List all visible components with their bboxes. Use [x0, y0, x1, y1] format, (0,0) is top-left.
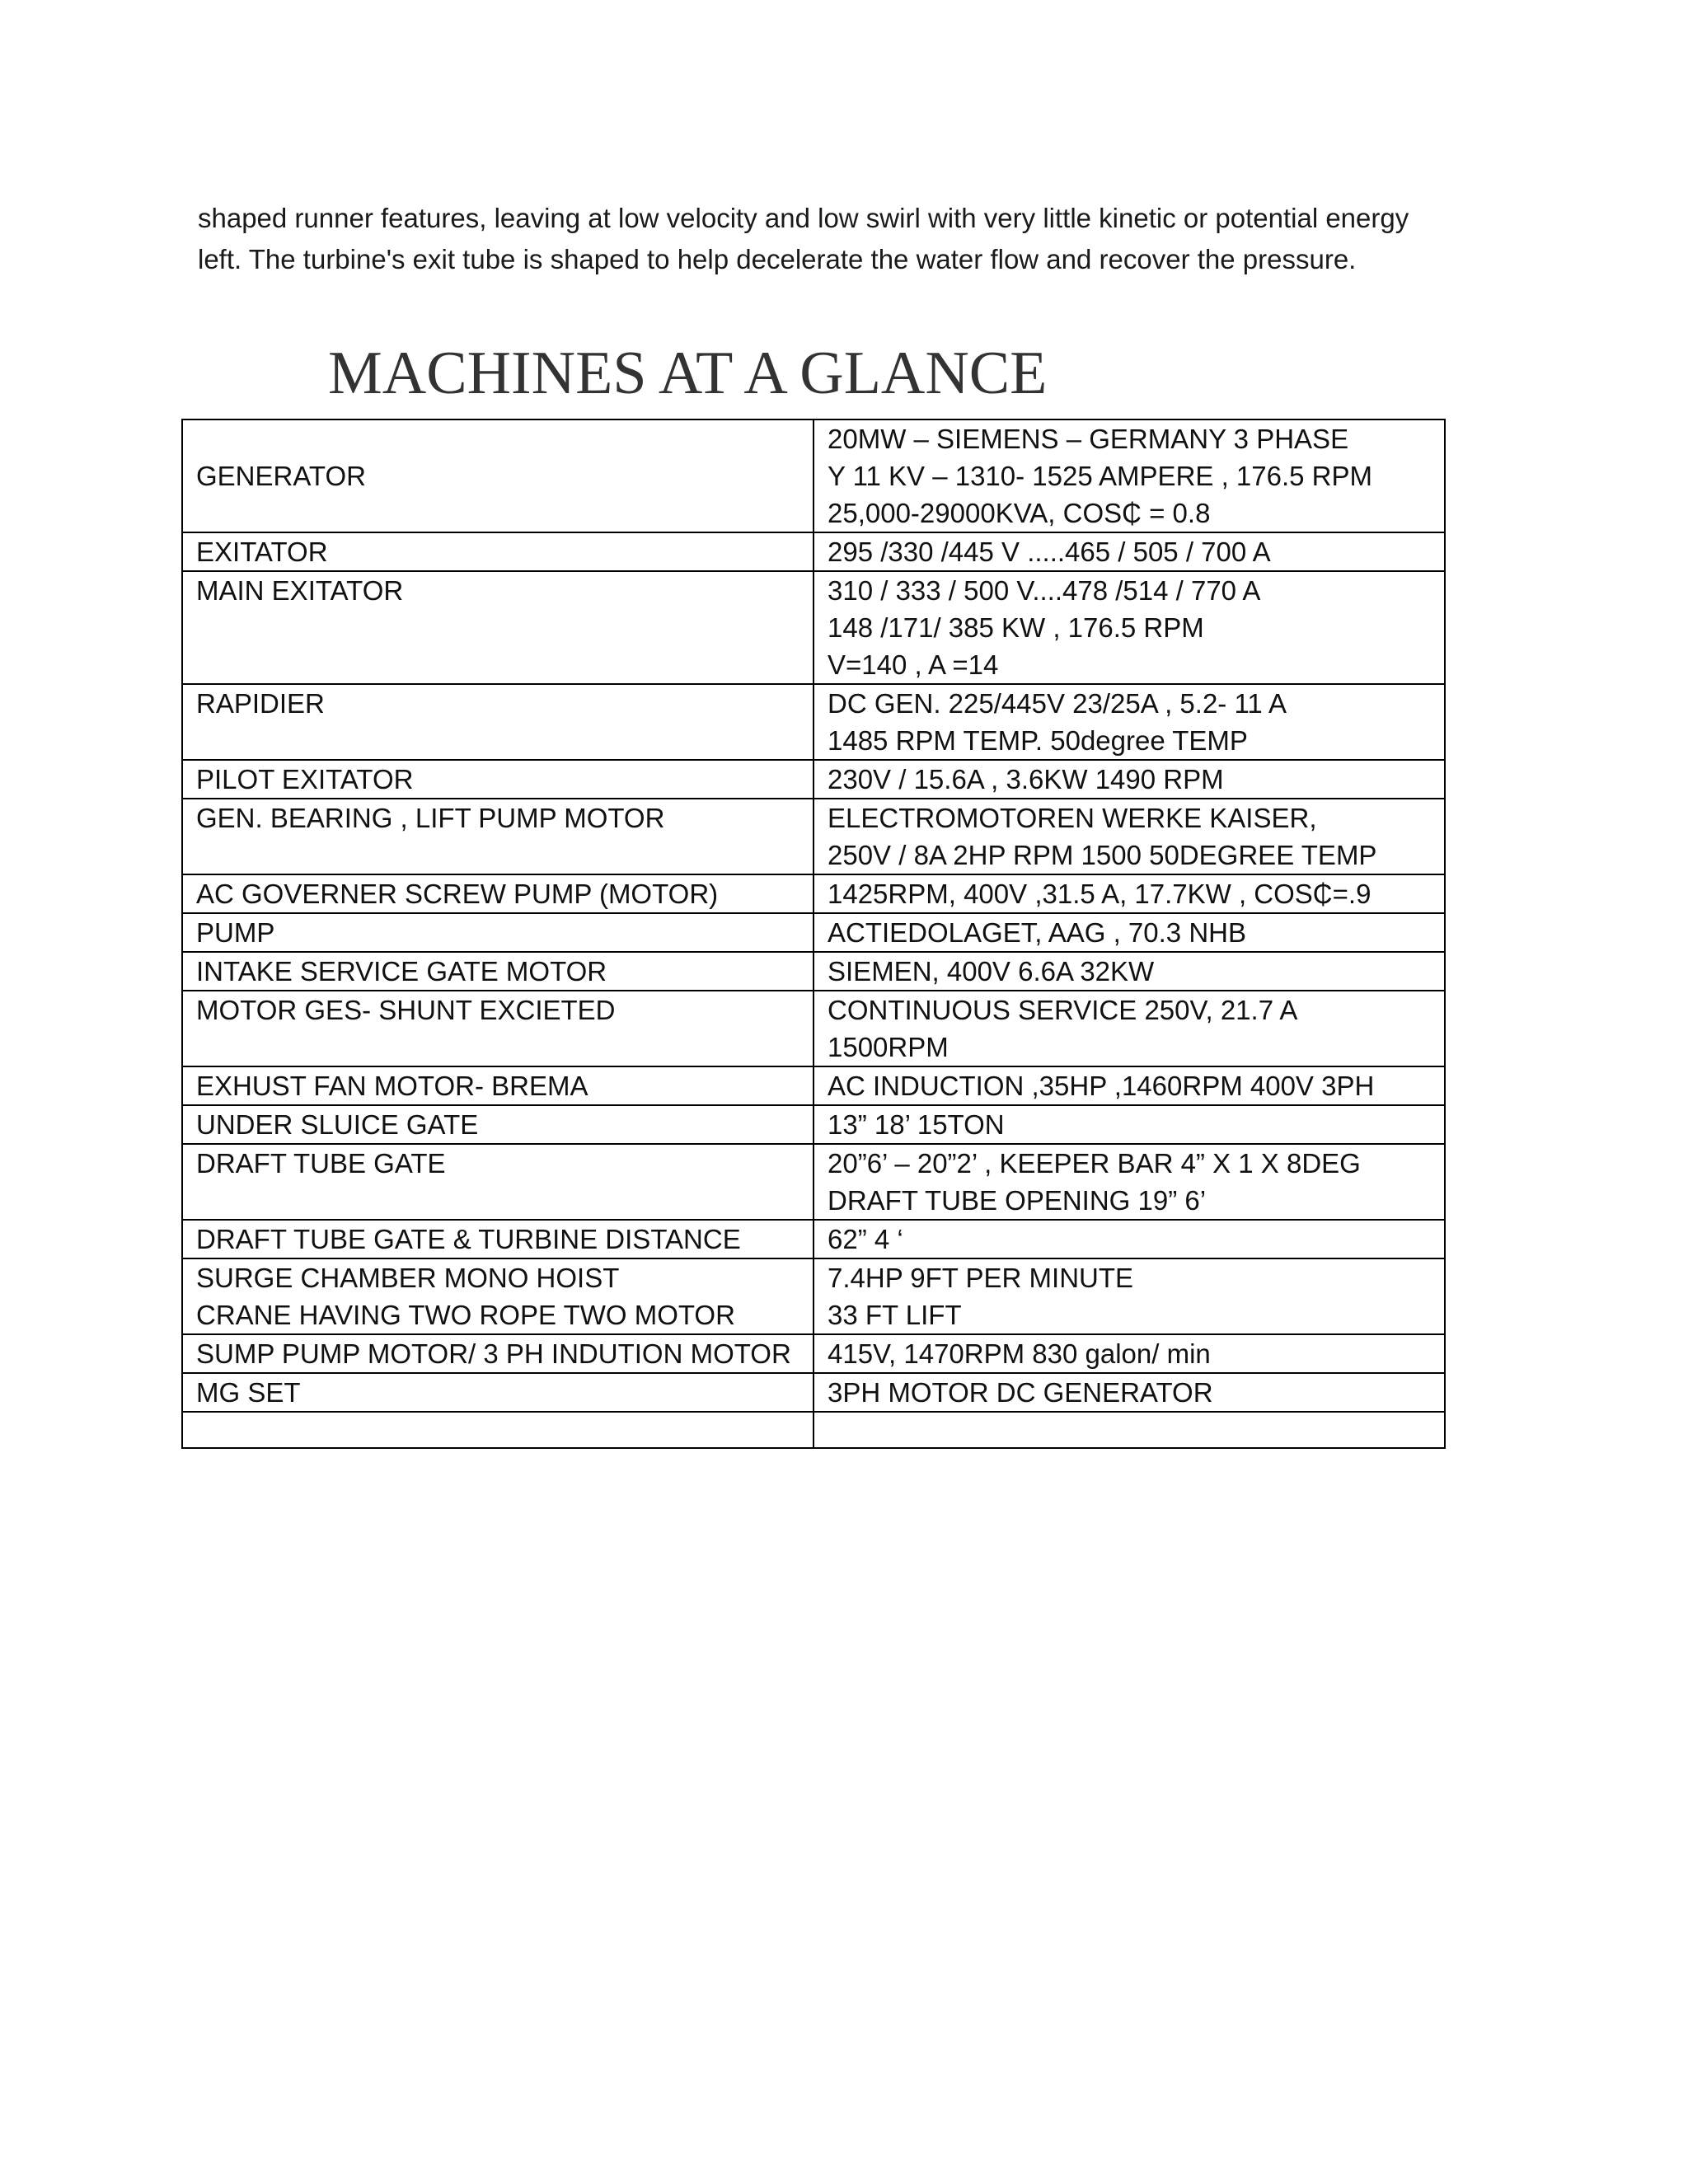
machine-name-text: MG SET	[196, 1377, 301, 1408]
machine-spec-text: 33 FT LIFT	[828, 1300, 962, 1330]
machine-name-text: DRAFT TUBE GATE & TURBINE DISTANCE	[196, 1224, 741, 1254]
machine-spec-text: 25,000-29000KVA, COS₵ = 0.8	[828, 498, 1211, 528]
machine-spec-text: ELECTROMOTOREN WERKE KAISER,	[828, 803, 1317, 833]
machine-spec-cell	[814, 1066, 1445, 1105]
machine-spec-text: Y 11 KV – 1310- 1525 AMPERE , 176.5 RPM	[828, 461, 1372, 491]
table-row	[182, 571, 1445, 684]
machine-spec-cell	[814, 1220, 1445, 1258]
table-row	[182, 532, 1445, 571]
machine-spec-text: 3PH MOTOR DC GENERATOR	[828, 1377, 1213, 1408]
machine-spec-text: 250V / 8A 2HP RPM 1500 50DEGREE TEMP	[828, 840, 1377, 870]
machine-name-cell	[182, 1412, 814, 1448]
machine-spec-cell	[814, 1373, 1445, 1412]
machine-name-cell	[182, 1144, 814, 1220]
machine-spec-text: DRAFT TUBE OPENING 19” 6’	[828, 1185, 1207, 1216]
table-row	[182, 874, 1445, 913]
machine-name-text: MAIN EXITATOR	[196, 575, 404, 606]
machine-name-cell	[182, 1334, 814, 1373]
machine-name-cell	[182, 684, 814, 760]
machine-spec-cell	[814, 1412, 1445, 1448]
machine-spec-cell	[814, 991, 1445, 1066]
machine-spec-text: V=140 , A =14	[828, 649, 999, 680]
table-row	[182, 1066, 1445, 1105]
machine-spec-text: 295 /330 /445 V .....465 / 505 / 700 A	[828, 537, 1271, 567]
machine-name-text: DRAFT TUBE GATE	[196, 1148, 446, 1179]
machine-spec-cell	[814, 1334, 1445, 1373]
machine-name-text: EXITATOR	[196, 537, 328, 567]
machine-name-text: GENERATOR	[196, 461, 366, 491]
machine-name-cell	[182, 799, 814, 874]
machine-name-text: INTAKE SERVICE GATE MOTOR	[196, 956, 607, 987]
machine-spec-text: 7.4HP 9FT PER MINUTE	[828, 1263, 1134, 1293]
section-title: MACHINES AT A GLANCE	[328, 340, 1048, 407]
table-row	[182, 799, 1445, 874]
machine-spec-text: 1425RPM, 400V ,31.5 A, 17.7KW , COS₵=.9	[828, 879, 1372, 909]
machine-spec-text: 230V / 15.6A , 3.6KW 1490 RPM	[828, 764, 1224, 794]
machine-name-cell	[182, 532, 814, 571]
machine-name-cell	[182, 1105, 814, 1144]
machine-spec-cell	[814, 1105, 1445, 1144]
machine-spec-cell	[814, 684, 1445, 760]
machine-spec-cell	[814, 1258, 1445, 1334]
machine-name-text: SUMP PUMP MOTOR/ 3 PH INDUTION MOTOR	[196, 1338, 791, 1369]
machine-spec-text: AC INDUCTION ,35HP ,1460RPM 400V 3PH	[828, 1071, 1375, 1101]
machines-table-body	[182, 419, 1445, 1448]
machine-name-cell	[182, 760, 814, 799]
machine-name-text: RAPIDIER	[196, 688, 325, 719]
table-row	[182, 952, 1445, 991]
intro-line: shaped runner features, leaving at low velocity and low swirl with very little kinetic or potential energy	[198, 203, 1409, 233]
intro-paragraph	[198, 198, 1517, 280]
machine-spec-text: 13” 18’ 15TON	[828, 1109, 1005, 1140]
machine-spec-cell	[814, 952, 1445, 991]
table-row	[182, 1220, 1445, 1258]
intro-line: left. The turbine's exit tube is shaped to help decelerate the water flow and recover the pressure.	[198, 244, 1357, 274]
table-row	[182, 913, 1445, 952]
table-row	[182, 1258, 1445, 1334]
machine-spec-cell	[814, 760, 1445, 799]
machine-name-cell	[182, 419, 814, 532]
machine-spec-text: CONTINUOUS SERVICE 250V, 21.7 A	[828, 995, 1298, 1025]
machine-name-cell	[182, 874, 814, 913]
table-row	[182, 1105, 1445, 1144]
machine-name-cell	[182, 1373, 814, 1412]
machine-spec-text: 20”6’ – 20”2’ , KEEPER BAR 4” X 1 X 8DEG	[828, 1148, 1361, 1179]
machine-name-cell	[182, 1066, 814, 1105]
machine-name-cell	[182, 571, 814, 684]
table-row	[182, 1373, 1445, 1412]
machine-spec-text: 415V, 1470RPM 830 galon/ min	[828, 1338, 1211, 1369]
machine-name-text: GEN. BEARING , LIFT PUMP MOTOR	[196, 803, 665, 833]
machine-name-cell	[182, 991, 814, 1066]
machine-name-text: PILOT EXITATOR	[196, 764, 414, 794]
machine-spec-text: 1485 RPM TEMP. 50degree TEMP	[828, 725, 1248, 756]
machine-name-text: UNDER SLUICE GATE	[196, 1109, 479, 1140]
machine-name-text: MOTOR GES- SHUNT EXCIETED	[196, 995, 616, 1025]
machine-spec-text: 20MW – SIEMENS – GERMANY 3 PHASE	[828, 424, 1349, 454]
machine-name-cell	[182, 952, 814, 991]
machine-spec-text: 62” 4 ‘	[828, 1224, 903, 1254]
machine-spec-text: SIEMEN, 400V 6.6A 32KW	[828, 956, 1155, 987]
table-row	[182, 419, 1445, 532]
machine-spec-text: 310 / 333 / 500 V....478 /514 / 770 A	[828, 575, 1261, 606]
table-row	[182, 991, 1445, 1066]
machine-spec-cell	[814, 1144, 1445, 1220]
machine-spec-cell	[814, 874, 1445, 913]
machine-name-text: EXHUST FAN MOTOR- BREMA	[196, 1071, 588, 1101]
machines-table	[181, 419, 1446, 1449]
table-row	[182, 1144, 1445, 1220]
table-row	[182, 1334, 1445, 1373]
table-row	[182, 1412, 1445, 1448]
machine-name-text: AC GOVERNER SCREW PUMP (MOTOR)	[196, 879, 719, 909]
machine-spec-text: DC GEN. 225/445V 23/25A , 5.2- 11 A	[828, 688, 1287, 719]
machine-spec-cell	[814, 571, 1445, 684]
machine-spec-text: 148 /171/ 385 KW , 176.5 RPM	[828, 612, 1204, 643]
machine-spec-cell	[814, 913, 1445, 952]
machine-name-cell	[182, 913, 814, 952]
table-row	[182, 760, 1445, 799]
machine-spec-text: 1500RPM	[828, 1032, 949, 1062]
machine-spec-text: ACTIEDOLAGET, AAG , 70.3 NHB	[828, 917, 1247, 948]
machine-name-cell	[182, 1220, 814, 1258]
table-row	[182, 684, 1445, 760]
machine-spec-cell	[814, 532, 1445, 571]
machine-name-cell	[182, 1258, 814, 1334]
machine-name-text: SURGE CHAMBER MONO HOIST	[196, 1263, 620, 1293]
machine-spec-cell	[814, 419, 1445, 532]
machine-name-text: PUMP	[196, 917, 275, 948]
machine-spec-cell	[814, 799, 1445, 874]
machine-name-text: CRANE HAVING TWO ROPE TWO MOTOR	[196, 1300, 735, 1330]
